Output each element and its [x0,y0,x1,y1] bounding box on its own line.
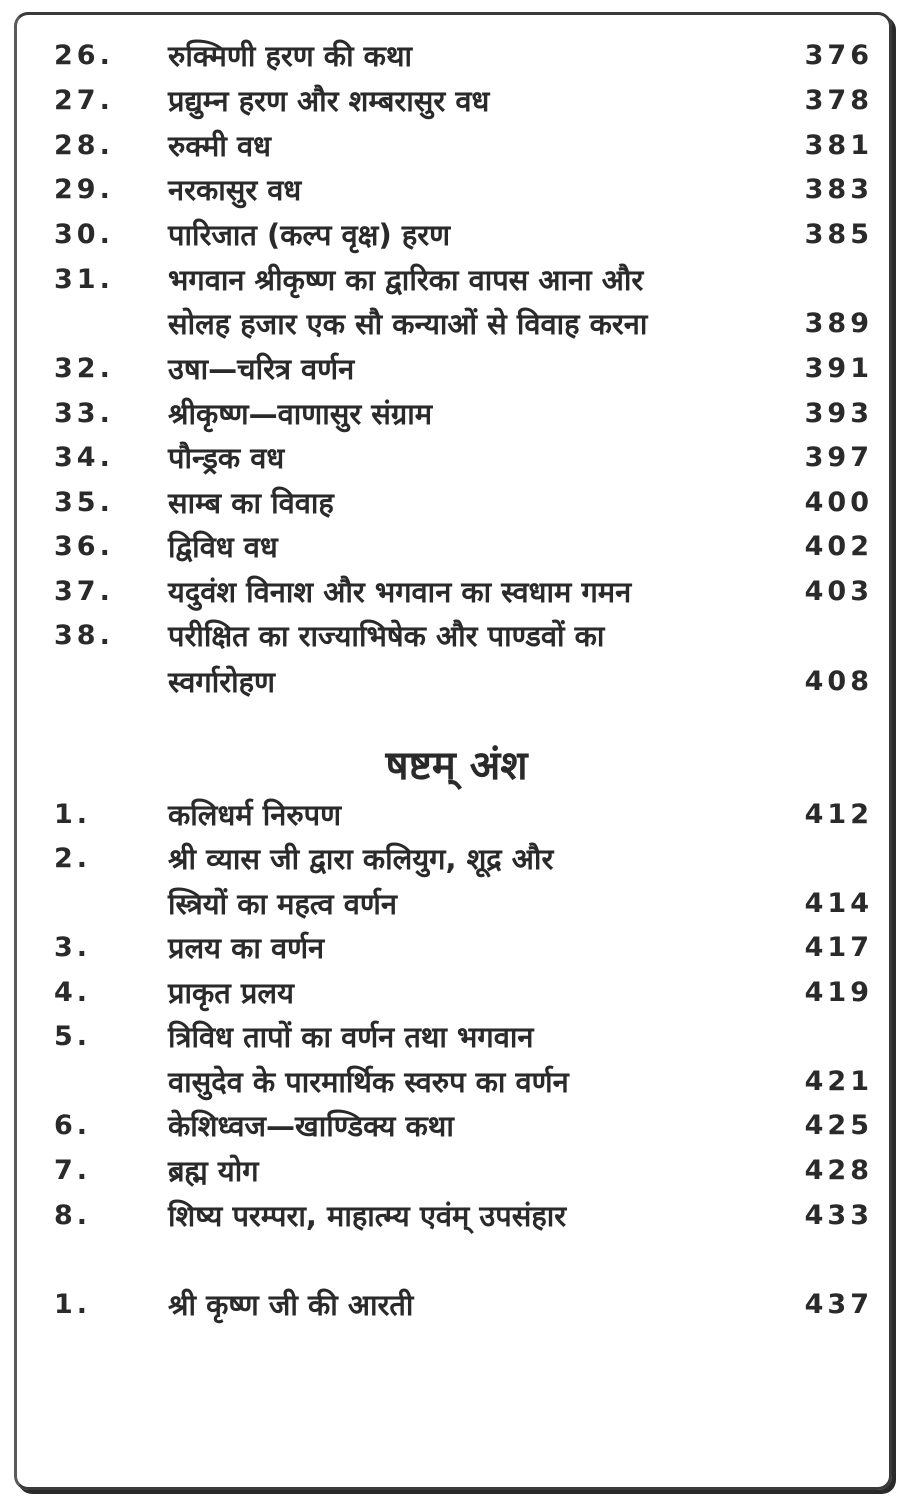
entry-number: 37. [54,576,114,607]
entry-page: 402 [804,531,873,562]
entry-title: भगवान श्रीकृष्ण का द्वारिका वापस आना और [168,263,644,297]
toc-entry-continuation [0,1060,913,1104]
entry-number: 33. [54,398,114,429]
toc-entry-continuation [0,660,913,704]
toc-entry [0,793,913,837]
toc-entry [0,971,913,1015]
entry-title: पारिजात (कल्प वृक्ष) हरण [168,218,451,252]
toc-entry [0,837,913,881]
entry-number: 1. [54,1289,92,1320]
entry-title: रुक्मिणी हरण की कथा [168,39,412,73]
toc-entry-continuation [0,882,913,926]
entry-title: कलिधर्म निरुपण [168,798,342,832]
entry-number: 7. [54,1155,92,1186]
toc-entry [0,1015,913,1059]
toc-entry [0,481,913,525]
entry-number: 27. [54,85,114,116]
entry-title: शिष्य परम्परा, माहात्म्य एवंम् उपसंहार [168,1199,567,1233]
entry-title: उषा—चरित्र वर्णन [168,352,355,386]
entry-page: 421 [804,1066,873,1097]
entry-page: 417 [804,932,873,963]
entry-page: 383 [804,174,873,205]
toc-entry [0,34,913,78]
entry-page: 393 [804,398,873,429]
toc-entry [0,1104,913,1148]
toc-entry [0,124,913,168]
entry-title: श्री कृष्ण जी की आरती [168,1288,414,1322]
entry-page: 437 [804,1289,873,1320]
entry-title: प्राकृत प्रलय [168,976,294,1010]
entry-title: नरकासुर वध [168,173,302,207]
entry-page: 378 [804,85,873,116]
entry-page: 397 [804,442,873,473]
entry-title: ब्रह्म योग [168,1154,259,1188]
entry-page: 408 [804,666,873,697]
entry-number: 29. [54,174,114,205]
entry-number: 36. [54,531,114,562]
entry-title: परीक्षित का राज्याभिषेक और पाण्डवों का [168,619,605,653]
entry-title: केशिध्वज—खाण्डिक्य कथा [168,1109,454,1143]
entry-number: 30. [54,219,114,250]
entry-title: यदुवंश विनाश और भगवान का स्वधाम गमन [168,575,632,609]
entry-page: 391 [804,353,873,384]
section-heading: षष्टम् अंश [385,743,528,789]
entry-title: श्रीकृष्ण—वाणासुर संग्राम [168,397,433,431]
entry-page: 414 [804,888,873,919]
entry-number: 35. [54,487,114,518]
entry-number: 34. [54,442,114,473]
entry-title: प्रद्युम्न हरण और शम्बरासुर वध [168,84,490,118]
entry-page: 381 [804,130,873,161]
entry-title: पौन्ड्रक वध [168,441,285,475]
toc-entry [0,168,913,212]
entry-title: श्री व्यास जी द्वारा कलियुग, शूद्र और [168,842,554,876]
entry-title: साम्ब का विवाह [168,486,334,520]
entry-number: 1. [54,799,92,830]
toc-entry [0,1283,913,1327]
toc-entry [0,1149,913,1193]
entry-page: 400 [804,487,873,518]
toc-entry [0,79,913,123]
toc-entry [0,392,913,436]
toc-entry [0,347,913,391]
entry-number: 2. [54,843,92,874]
entry-number: 26. [54,40,114,71]
entry-page: 403 [804,576,873,607]
entry-title: रुक्मी वध [168,129,271,163]
entry-number: 5. [54,1021,92,1052]
toc-entry [0,570,913,614]
entry-page: 389 [804,308,873,339]
entry-page: 425 [804,1110,873,1141]
entry-page: 412 [804,799,873,830]
toc-entry [0,213,913,257]
entry-number: 6. [54,1110,92,1141]
entry-number: 8. [54,1200,92,1231]
toc-entry-continuation [0,302,913,346]
entry-title-continuation: वासुदेव के पारमार्थिक स्वरुप का वर्णन [168,1065,569,1099]
entry-title-continuation: सोलह हजार एक सौ कन्याओं से विवाह करना [168,307,648,341]
entry-number: 4. [54,977,92,1008]
entry-page: 385 [804,219,873,250]
entry-title: प्रलय का वर्णन [168,931,325,965]
entry-page: 376 [804,40,873,71]
entry-number: 3. [54,932,92,963]
toc-entry [0,525,913,569]
toc-entry [0,258,913,302]
entry-number: 31. [54,264,114,295]
toc-entry [0,926,913,970]
entry-number: 38. [54,620,114,651]
entry-title-continuation: स्वर्गारोहण [168,665,275,699]
entry-page: 428 [804,1155,873,1186]
entry-number: 32. [54,353,114,384]
toc-entry [0,1194,913,1238]
entry-page: 433 [804,1200,873,1231]
toc-entry [0,614,913,658]
entry-title: त्रिविध तापों का वर्णन तथा भगवान [168,1020,534,1054]
entry-number: 28. [54,130,114,161]
entry-page: 419 [804,977,873,1008]
toc-entry [0,436,913,480]
entry-title-continuation: स्त्रियों का महत्व वर्णन [168,887,397,921]
entry-title: द्विविध वध [168,530,278,564]
